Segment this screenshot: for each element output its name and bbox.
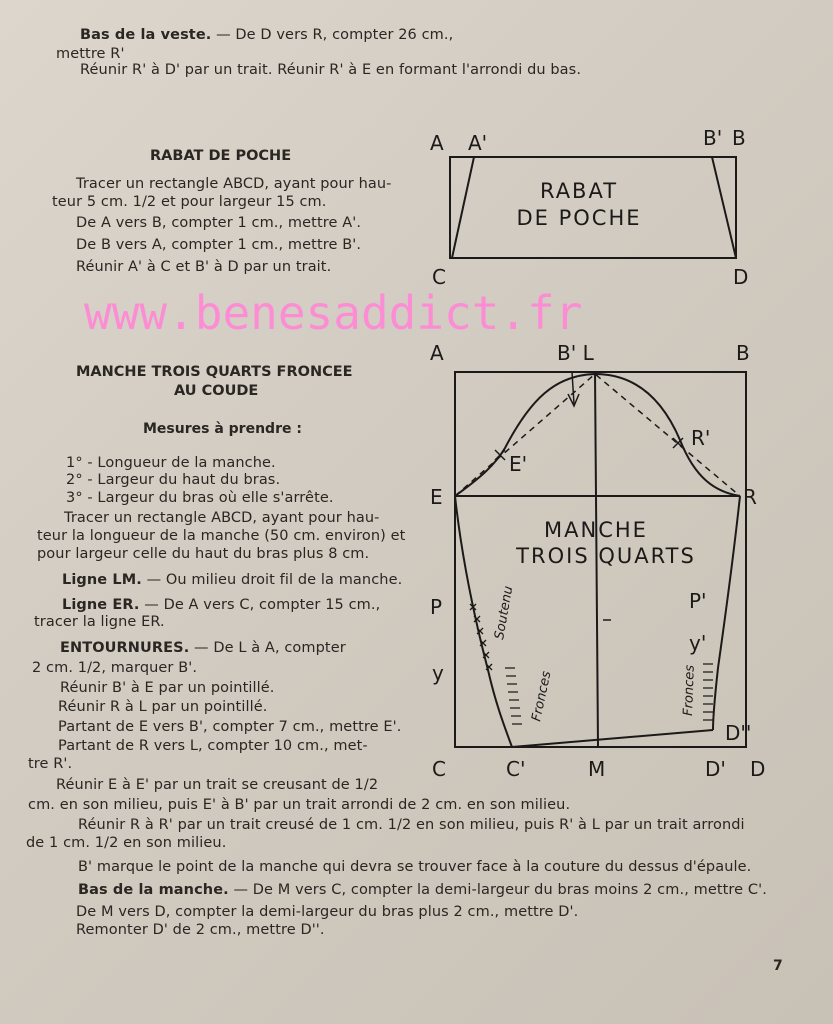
bas-manche-3: Remonter D' de 2 cm., mettre D''. — [76, 922, 325, 938]
bas-manche-text: — De M vers C, compter la demi-largeur du bras moins 2 cm., mettre C'. — [228, 882, 767, 898]
entournures-10: Réunir R à R' par un trait creusé de 1 cm. 1/2 en son milieu, puis R' à L par un trait arrondi — [78, 817, 745, 833]
sleeve-hem — [512, 730, 713, 747]
rabat-label-c: C — [432, 265, 446, 289]
ligne-lm-label: Ligne LM. — [62, 572, 142, 588]
entournures-4: Réunir R à L par un pointillé. — [58, 699, 268, 715]
fronces-left-label: Fronces — [529, 669, 555, 723]
rabat-line-a-c — [452, 157, 474, 258]
mesure-1: 1° - Longueur de la manche. — [66, 455, 276, 471]
entournures-5: Partant de E vers B', compter 7 cm., mettre E'. — [58, 719, 402, 735]
entournures-6: Partant de R vers L, compter 10 cm., met- — [58, 738, 368, 754]
manche-label-c: C — [432, 757, 446, 781]
entournures-text: — De L à A, compter — [189, 640, 346, 656]
bas-manche-2: De M vers D, compter la demi-largeur du bras plus 2 cm., mettre D'. — [76, 904, 579, 920]
e-prime-mark — [495, 450, 505, 460]
fronces-right-label: Fronces — [681, 664, 698, 717]
rabat-line-5: Réunir A' à C et B' à D par un trait. — [76, 259, 332, 275]
entournures-12: B' marque le point de la manche qui devra se trouver face à la couture du dessus d'épaule. — [78, 859, 752, 875]
rabat-label-a-prime: A' — [468, 131, 488, 155]
right-underseam — [713, 496, 740, 730]
manche-label-m: M — [588, 757, 606, 781]
entournures-7: tre R'. — [28, 756, 73, 772]
fronces-left-marks — [505, 668, 522, 724]
ligne-lm-text: — Ou milieu droit fil de la manche. — [141, 572, 403, 588]
rabat-line-4: De B vers A, compter 1 cm., mettre B'. — [76, 237, 362, 253]
manche-title-1: MANCHE — [544, 518, 648, 542]
rabat-label-d: D — [733, 265, 749, 289]
manche-label-e: E — [430, 485, 443, 509]
rabat-label-b-prime: B' — [703, 126, 723, 150]
mesure-3: 3° - Largeur du bras où elle s'arrête. — [66, 490, 334, 506]
manche-label-d-prime: D' — [705, 757, 726, 781]
soutenu-label: Soutenu — [492, 584, 517, 641]
watermark: www.benesaddict.fr — [84, 286, 583, 340]
manche-label-y: y — [432, 661, 444, 685]
page-number: 7 — [773, 958, 783, 974]
top-line-3: Réunir R' à D' par un trait. Réunir R' à E en formant l'arrondi du bas. — [80, 62, 582, 78]
manche-label-p-prime: P' — [689, 589, 707, 613]
mesures-heading: Mesures à prendre : — [143, 421, 302, 437]
rabat-line-b-d — [712, 157, 736, 258]
manche-heading-1: MANCHE TROIS QUARTS FRONCEE — [76, 364, 353, 380]
fronces-right-marks — [703, 664, 713, 720]
manche-label-d-double-prime: D'' — [725, 721, 752, 745]
manche-p2: teur la longueur de la manche (50 cm. environ) et — [37, 528, 406, 544]
entournures-2: 2 cm. 1/2, marquer B'. — [32, 660, 198, 676]
rabat-line-2: teur 5 cm. 1/2 et pour largeur 15 cm. — [52, 194, 327, 210]
manche-label-c-prime: C' — [506, 757, 526, 781]
manche-p3: pour largeur celle du haut du bras plus 8 cm. — [37, 546, 370, 562]
manche-label-p: P — [430, 595, 443, 619]
entournures-9: cm. en son milieu, puis E' à B' par un trait arrondi de 2 cm. en son milieu. — [28, 797, 571, 813]
ligne-er-text: — De A vers C, compter 15 cm., — [139, 597, 381, 613]
rabat-title-1: RABAT — [539, 179, 619, 203]
manche-label-y-prime: y' — [689, 631, 707, 655]
manche-title-2: TROIS QUARTS — [516, 544, 696, 568]
entournures-label: ENTOURNURES. — [60, 640, 190, 656]
entournures-3: Réunir B' à E par un pointillé. — [60, 680, 275, 696]
manche-heading-2: AU COUDE — [174, 383, 259, 399]
manche-label-b: B — [736, 341, 750, 365]
bas-veste-text: — De D vers R, compter 26 cm., — [211, 27, 454, 43]
ligne-er-label: Ligne ER. — [62, 597, 140, 613]
rabat-line-3: De A vers B, compter 1 cm., mettre A'. — [76, 215, 362, 231]
mesure-2: 2° - Largeur du haut du bras. — [66, 472, 281, 488]
bas-manche-label: Bas de la manche. — [78, 882, 229, 898]
rabat-label-a: A — [430, 131, 444, 155]
bas-veste-label: Bas de la veste. — [80, 27, 212, 43]
rabat-title-2: DE POCHE — [516, 206, 642, 230]
top-line-2: mettre R' — [56, 46, 125, 62]
manche-label-d: D — [750, 757, 766, 781]
rabat-label-b: B — [732, 126, 746, 150]
entournures-11: de 1 cm. 1/2 en son milieu. — [26, 835, 227, 851]
manche-p1: Tracer un rectangle ABCD, ayant pour hau- — [64, 510, 380, 526]
rabat-line-1: Tracer un rectangle ABCD, ayant pour hau- — [76, 176, 392, 192]
entournures-8: Réunir E à E' par un trait se creusant de 1/2 — [56, 777, 379, 793]
rabat-heading: RABAT DE POCHE — [150, 148, 292, 164]
manche-label-b-prime-l: B' L — [557, 341, 594, 365]
soutenu-marks — [470, 604, 492, 670]
manche-label-e-prime: E' — [509, 452, 528, 476]
manche-label-a: A — [430, 341, 444, 365]
manche-label-r-prime: R' — [691, 426, 711, 450]
ligne-er-2: tracer la ligne ER. — [34, 614, 165, 630]
manche-label-r: R — [743, 485, 757, 509]
